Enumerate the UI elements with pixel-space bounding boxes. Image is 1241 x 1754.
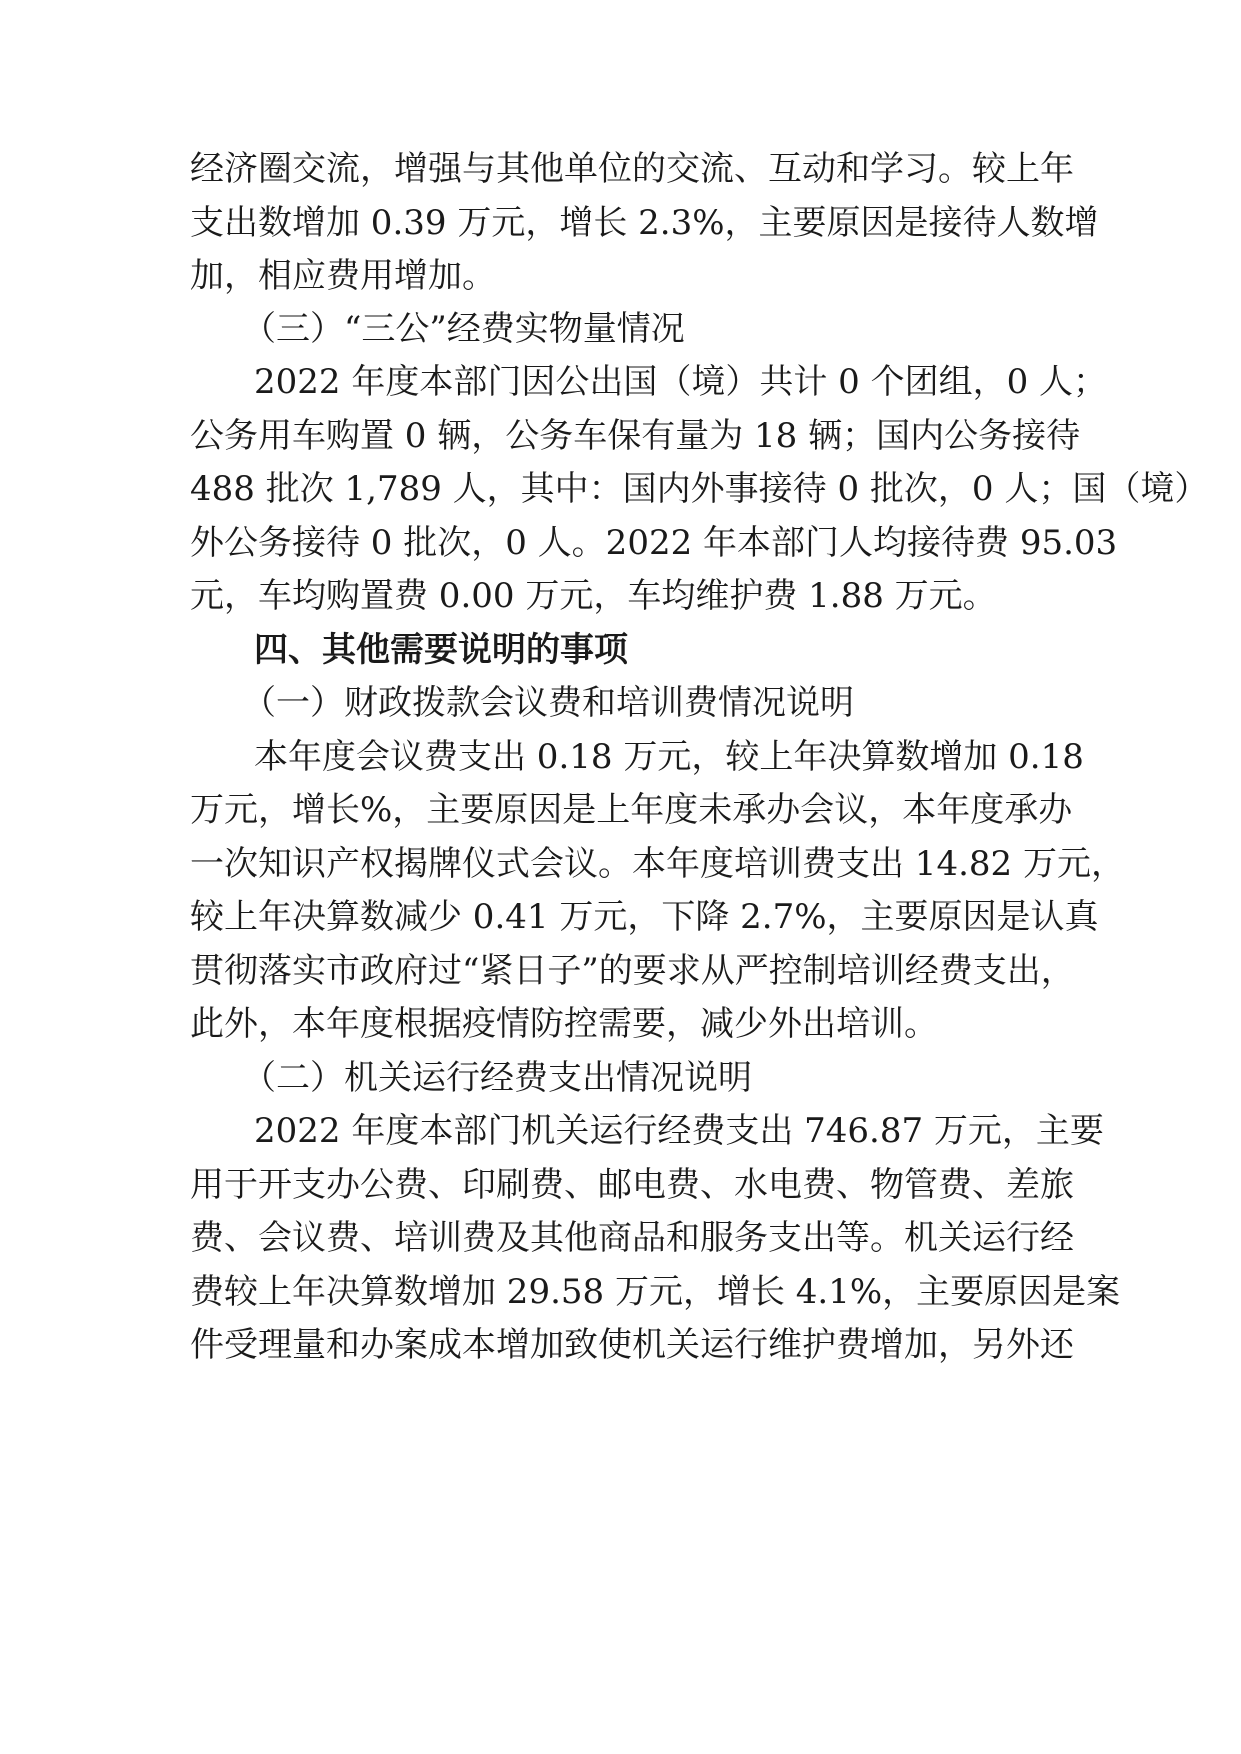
paragraph-line: 2022 年度本部门机关运行经费支出 746.87 万元，主要 — [254, 1111, 1104, 1151]
paragraph-line: 2022 年度本部门因公出国（境）共计 0 个团组，0 人； — [254, 362, 1108, 402]
paragraph-line: 支出数增加 0.39 万元，增长 2.3%，主要原因是接待人数增 — [190, 203, 1099, 243]
paragraph-line: 此外，本年度根据疫情防控需要，减少外出培训。 — [190, 1004, 938, 1044]
paragraph-line: 件受理量和办案成本增加致使机关运行维护费增加，另外还 — [190, 1325, 1074, 1365]
paragraph-line: 元，车均购置费 0.00 万元，车均维护费 1.88 万元。 — [190, 576, 997, 616]
paragraph-line: 加，相应费用增加。 — [190, 256, 496, 296]
section-heading: （二）机关运行经费支出情况说明 — [242, 1058, 752, 1098]
paragraph-line: 用于开支办公费、印刷费、邮电费、水电费、物管费、差旅 — [190, 1165, 1074, 1205]
section-heading: 四、其他需要说明的事项 — [254, 630, 628, 670]
paragraph-line: 费、会议费、培训费及其他商品和服务支出等。机关运行经 — [190, 1218, 1074, 1258]
section-heading: （一）财政拨款会议费和培训费情况说明 — [242, 683, 854, 723]
paragraph-line: 外公务接待 0 批次，0 人。2022 年本部门人均接待费 95.03 — [190, 523, 1118, 563]
paragraph-line: 较上年决算数减少 0.41 万元，下降 2.7%，主要原因是认真 — [190, 897, 1099, 937]
paragraph-line: 贯彻落实市政府过“紧日子”的要求从严控制培训经费支出， — [190, 951, 1075, 991]
paragraph-line: 公务用车购置 0 辆，公务车保有量为 18 辆；国内公务接待 — [190, 416, 1081, 456]
section-heading: （三）“三公”经费实物量情况 — [242, 309, 685, 349]
paragraph-line: 万元，增长%，主要原因是上年度未承办会议，本年度承办 — [190, 790, 1073, 830]
paragraph-line: 488 批次 1,789 人，其中：国内外事接待 0 批次，0 人；国（境） — [190, 469, 1209, 509]
paragraph-line: 经济圈交流，增强与其他单位的交流、互动和学习。较上年 — [190, 149, 1074, 189]
document-page — [190, 0, 1209, 1754]
paragraph-line: 一次知识产权揭牌仪式会议。本年度培训费支出 14.82 万元， — [190, 844, 1125, 884]
paragraph-line: 本年度会议费支出 0.18 万元，较上年决算数增加 0.18 — [254, 737, 1084, 777]
paragraph-line: 费较上年决算数增加 29.58 万元，增长 4.1%，主要原因是案 — [190, 1272, 1121, 1312]
